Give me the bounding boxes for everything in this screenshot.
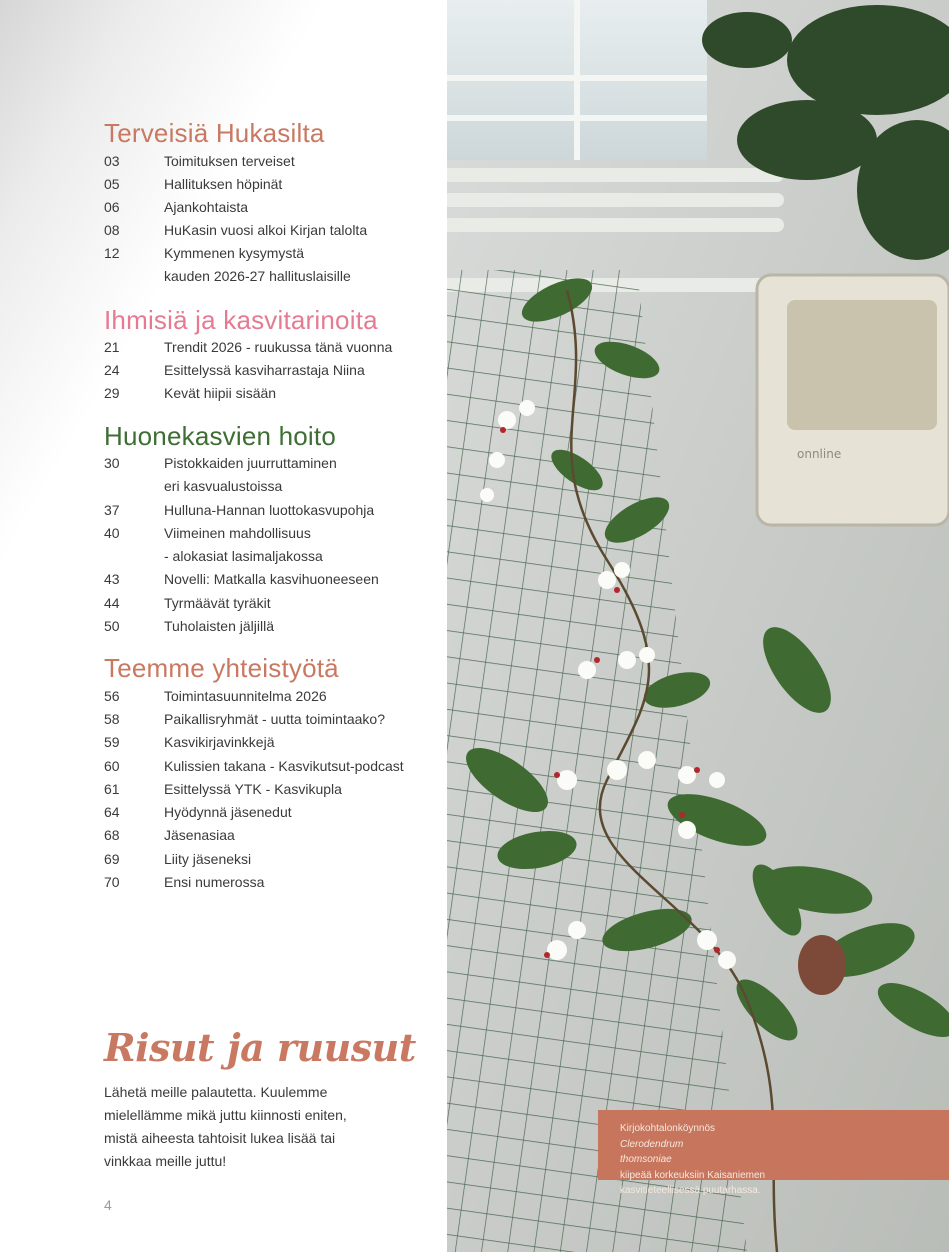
toc-title: Paikallisryhmät - uutta toimintaako? [164,711,385,727]
section-title-teemme-yhteistyota: Teemme yhteistyötä [104,653,339,683]
lamp-brand-label: onnline [797,447,842,461]
toc-page-number: 44 [104,595,120,611]
toc-title: Ajankohtaista [164,199,249,215]
toc-page-number: 61 [104,781,120,797]
toc-page-number: 58 [104,711,120,727]
toc-page-number: 60 [104,758,120,774]
toc-page-number: 24 [104,362,120,378]
toc-page-number: 40 [104,525,120,541]
toc-title: Hulluna-Hannan luottokasvupohja [164,502,375,518]
toc-title: Hallituksen höpinät [164,176,283,192]
toc-title: Kasvikirjavinkkejä [164,734,275,750]
toc-page-number: 56 [104,688,120,704]
toc-title: Toimituksen terveiset [164,153,295,169]
table-of-contents-column [0,0,447,1252]
toc-page-number: 50 [104,618,120,634]
toc-page-number: 43 [104,571,120,587]
toc-page-number: 08 [104,222,120,238]
toc-title: Liity jäseneksi [164,851,252,867]
toc-title: Kevät hiipii sisään [164,385,277,401]
section-title-huonekasvien-hoito: Huonekasvien hoito [104,421,336,451]
toc-page-number: 70 [104,874,120,890]
photo-caption: Kirjokohtalonköynnös Clerodendrum thomsoniae kiipeää korkeuksiin Kaisaniemen kasvitieteellisessä puutarhassa. [598,1110,949,1180]
toc-title: Hyödynnä jäsenedut [164,804,292,820]
toc-page-number: 30 [104,455,120,471]
toc-page-number: 12 [104,245,120,261]
toc-page-number: 64 [104,804,120,820]
toc-page-number: 69 [104,851,120,867]
cover-photo-clerodendrum [447,0,949,1252]
section-title-terveisia: Terveisiä Hukasilta [104,118,325,148]
toc-title: Kymmenen kysymystä kauden 2026-27 hallituslaisille [164,245,351,285]
toc-title: Kulissien takana - Kasvikutsut-podcast [164,758,404,774]
toc-page-number: 21 [104,339,120,355]
section-title-ihmisia: Ihmisiä ja kasvitarinoita [104,305,378,335]
toc-title: Tuholaisten jäljillä [164,618,274,634]
toc-title: Tyrmäävät tyräkit [164,595,271,611]
toc-title: Novelli: Matkalla kasvihuoneeseen [164,571,379,587]
toc-page-number: 59 [104,734,120,750]
toc-title: Esittelyssä kasviharrastaja Niina [164,362,365,378]
risut-ja-ruusut-heading: Risut ja ruusut [104,1025,416,1070]
toc-title: Jäsenasiaa [164,827,235,843]
toc-title: Trendit 2026 - ruukussa tänä vuonna [164,339,393,355]
toc-page-number: 05 [104,176,120,192]
toc-page-number: 37 [104,502,120,518]
toc-page-number: 68 [104,827,120,843]
toc-title: Toimintasuunnitelma 2026 [164,688,327,704]
toc-page-number: 03 [104,153,120,169]
toc-title: Ensi numerossa [164,874,265,890]
feedback-text: Lähetä meille palautetta. Kuulemme mielellämme mikä juttu kiinnosti eniten, mistä aiheesta tahtoisit lukea lisää tai vinkkaa meille juttu! [104,1084,347,1169]
toc-title: HuKasin vuosi alkoi Kirjan talolta [164,222,368,238]
toc-page-number: 06 [104,199,120,215]
toc-title: Viimeinen mahdollisuus - alokasiat lasimaljakossa [164,525,323,565]
toc-title: Pistokkaiden juurruttaminen eri kasvualustoissa [164,455,337,495]
toc-page-number: 29 [104,385,120,401]
toc-title: Esittelyssä YTK - Kasvikupla [164,781,342,797]
page-number: 4 [104,1197,112,1213]
